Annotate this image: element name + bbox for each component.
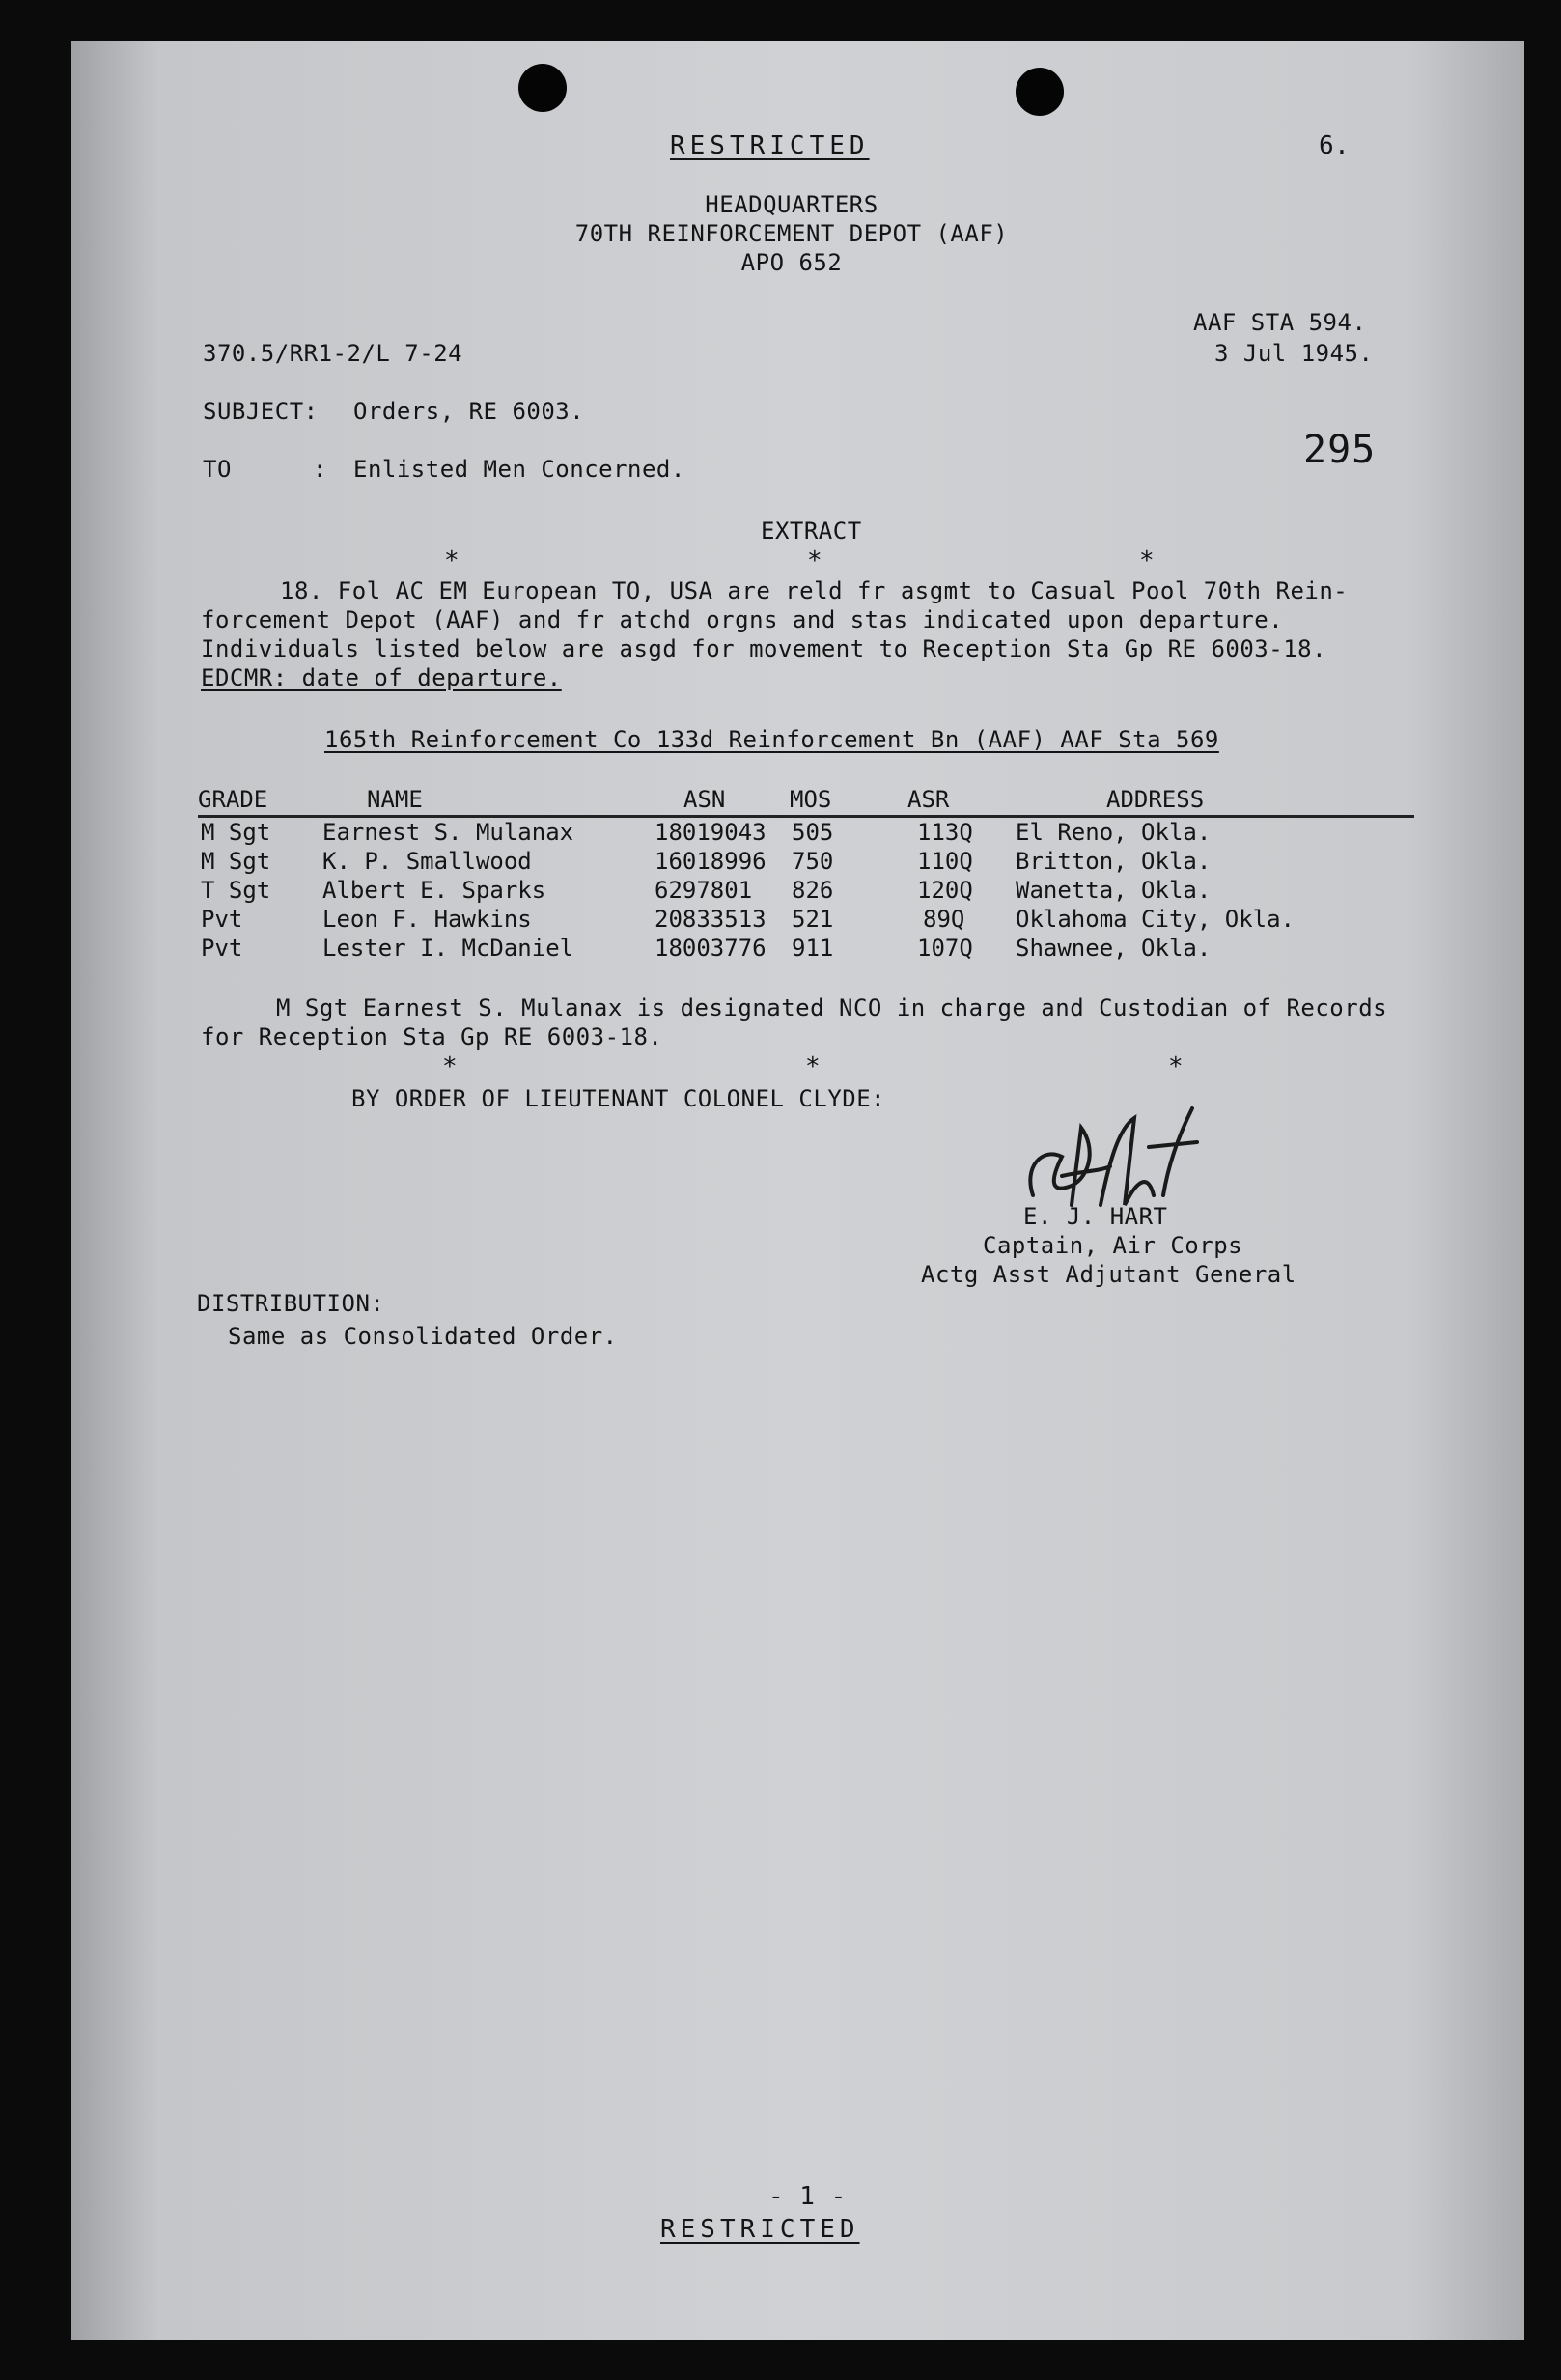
to-label: TO — [203, 456, 232, 483]
cell-mos: 826 — [792, 877, 834, 904]
asterisk: * — [444, 546, 460, 575]
paragraph-line-2: forcement Depot (AAF) and fr atchd orgns and stas indicated upon departure. — [201, 606, 1284, 633]
asterisk: * — [807, 546, 822, 575]
cell-asr: 113Q — [917, 819, 973, 846]
asterisk: * — [805, 1052, 821, 1081]
signer-rank: Captain, Air Corps — [983, 1232, 1243, 1259]
cell-name: Albert E. Sparks — [322, 877, 546, 904]
to-separator: : — [313, 456, 327, 483]
order-date: 3 Jul 1945. — [1214, 340, 1374, 367]
signer-name: E. J. HART — [1023, 1203, 1168, 1230]
to-value: Enlisted Men Concerned. — [353, 456, 685, 483]
column-header-asn: ASN — [683, 786, 726, 813]
paragraph-line-3: Individuals listed below are asgd for movement to Reception Sta Gp RE 6003-18. — [201, 635, 1327, 662]
column-header-address: ADDRESS — [1106, 786, 1205, 813]
column-header-asr: ASR — [907, 786, 950, 813]
column-header-grade: GRADE — [198, 786, 268, 813]
cell-mos: 911 — [792, 935, 834, 962]
cell-grade: Pvt — [201, 935, 243, 962]
cell-address: Shawnee, Okla. — [1016, 935, 1212, 962]
cell-address: Oklahoma City, Okla. — [1016, 906, 1295, 933]
column-header-name: NAME — [367, 786, 423, 813]
cell-grade: T Sgt — [201, 877, 271, 904]
distribution-value: Same as Consolidated Order. — [228, 1323, 618, 1350]
footer-page-number: - 1 - — [768, 2182, 847, 2211]
cell-name: K. P. Smallwood — [322, 848, 532, 875]
punch-hole-left — [518, 64, 567, 112]
file-reference: 370.5/RR1-2/L 7-24 — [203, 340, 463, 367]
document-page — [71, 41, 1524, 2340]
cell-name: Earnest S. Mulanax — [322, 819, 574, 846]
asterisk: * — [1168, 1052, 1184, 1081]
distribution-label: DISTRIBUTION: — [197, 1290, 385, 1317]
cell-asr: 120Q — [917, 877, 973, 904]
nco-designation-line-2: for Reception Sta Gp RE 6003-18. — [201, 1023, 663, 1050]
cell-mos: 750 — [792, 848, 834, 875]
paragraph-line-1: 18. Fol AC EM European TO, USA are reld fr asgmt to Casual Pool 70th Rein- — [280, 577, 1349, 604]
cell-grade: Pvt — [201, 906, 243, 933]
cell-address: Britton, Okla. — [1016, 848, 1212, 875]
classification-bottom: RESTRICTED — [660, 2215, 860, 2244]
nco-designation-line-1: M Sgt Earnest S. Mulanax is designated NCO in charge and Custodian of Records — [276, 994, 1388, 1022]
cell-mos: 521 — [792, 906, 834, 933]
cell-asn: 20833513 — [655, 906, 767, 933]
cell-asn: 6297801 — [655, 877, 753, 904]
by-order-line: BY ORDER OF LIEUTENANT COLONEL CLYDE: — [351, 1085, 886, 1112]
subject-value: Orders, RE 6003. — [353, 398, 585, 425]
cell-address: El Reno, Okla. — [1016, 819, 1212, 846]
cell-asn: 16018996 — [655, 848, 767, 875]
asterisk: * — [442, 1052, 458, 1081]
cell-mos: 505 — [792, 819, 834, 846]
cell-asr: 107Q — [917, 935, 973, 962]
stamp-number: 295 — [1303, 428, 1377, 472]
column-header-mos: MOS — [790, 786, 832, 813]
cell-grade: M Sgt — [201, 848, 271, 875]
org-line-2: 70TH REINFORCEMENT DEPOT (AAF) — [574, 220, 1009, 247]
classification-top: RESTRICTED — [670, 131, 870, 160]
subject-label: SUBJECT: — [203, 398, 319, 425]
page-number: 6. — [1319, 131, 1351, 160]
org-line-1: HEADQUARTERS — [705, 191, 878, 218]
cell-asr: 110Q — [917, 848, 973, 875]
unit-heading: 165th Reinforcement Co 133d Reinforcement Bn (AAF) AAF Sta 569 — [324, 726, 1219, 753]
cell-asn: 18019043 — [655, 819, 767, 846]
punch-hole-right — [1016, 68, 1064, 116]
signer-title: Actg Asst Adjutant General — [921, 1261, 1296, 1288]
cell-name: Lester I. McDaniel — [322, 935, 574, 962]
table-header-rule — [198, 815, 1414, 818]
cell-grade: M Sgt — [201, 819, 271, 846]
org-line-3: APO 652 — [740, 249, 843, 276]
cell-asr: 89Q — [923, 906, 965, 933]
station: AAF STA 594. — [1193, 309, 1367, 336]
asterisk: * — [1139, 546, 1155, 575]
cell-asn: 18003776 — [655, 935, 767, 962]
cell-address: Wanetta, Okla. — [1016, 877, 1212, 904]
cell-name: Leon F. Hawkins — [322, 906, 532, 933]
paragraph-line-4: EDCMR: date of departure. — [201, 664, 562, 691]
extract-label: EXTRACT — [761, 518, 862, 545]
